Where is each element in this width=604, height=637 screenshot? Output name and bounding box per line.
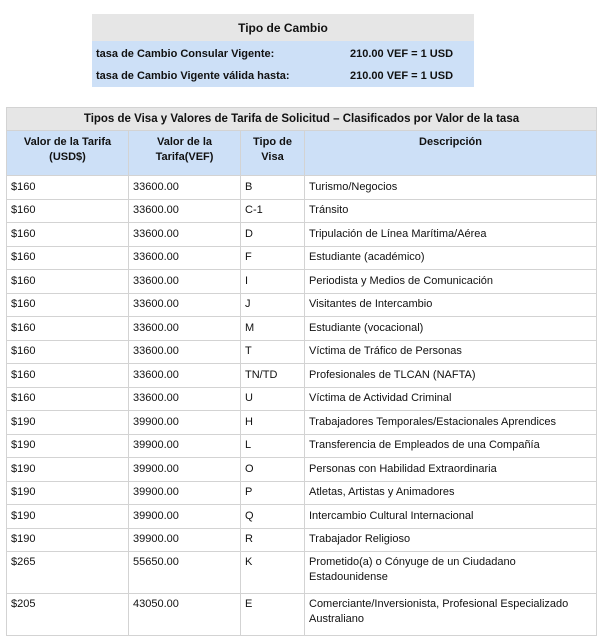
description-cell: Visitantes de Intercambio xyxy=(305,293,597,317)
fee-vef-cell: 39900.00 xyxy=(129,411,241,435)
visa-fees-table xyxy=(6,107,597,636)
visa-fees-header xyxy=(7,131,597,176)
column-header-description: Descripción xyxy=(305,131,597,176)
visa-type-cell: M xyxy=(241,317,305,341)
description-cell: Transferencia de Empleados de una Compañía xyxy=(305,434,597,458)
description-cell: Comerciante/Inversionista, Profesional Especializado Australiano xyxy=(305,594,597,636)
table-row xyxy=(7,176,597,200)
column-header-vef: Valor de la Tarifa(VEF) xyxy=(129,131,241,176)
table-row xyxy=(7,387,597,411)
exchange-rate-table xyxy=(92,14,474,87)
visa-type-cell: Q xyxy=(241,505,305,529)
fee-vef-cell: 39900.00 xyxy=(129,481,241,505)
exchange-rate-row xyxy=(92,65,474,87)
fee-vef-cell: 39900.00 xyxy=(129,458,241,482)
visa-type-cell: K xyxy=(241,552,305,594)
fee-usd-cell: $160 xyxy=(7,364,129,388)
fee-vef-cell: 33600.00 xyxy=(129,364,241,388)
column-header-usd: Valor de la Tarifa (USD$) xyxy=(7,131,129,176)
visa-type-cell: TN/TD xyxy=(241,364,305,388)
description-cell: Prometido(a) o Cónyuge de un Ciudadano Estadounidense xyxy=(305,552,597,594)
visa-type-cell: T xyxy=(241,340,305,364)
fee-usd-cell: $160 xyxy=(7,176,129,200)
fee-usd-cell: $265 xyxy=(7,552,129,594)
description-cell: Intercambio Cultural Internacional xyxy=(305,505,597,529)
table-row xyxy=(7,481,597,505)
table-row xyxy=(7,246,597,270)
fee-usd-cell: $190 xyxy=(7,528,129,552)
exchange-rate-row xyxy=(92,41,474,65)
fee-vef-cell: 33600.00 xyxy=(129,199,241,223)
table-row xyxy=(7,528,597,552)
visa-type-cell: B xyxy=(241,176,305,200)
fee-usd-cell: $160 xyxy=(7,293,129,317)
fee-usd-cell: $160 xyxy=(7,246,129,270)
fee-usd-cell: $160 xyxy=(7,199,129,223)
visa-fees-title: Tipos de Visa y Valores de Tarifa de Solicitud – Clasificados por Valor de la tasa xyxy=(7,108,597,131)
fee-usd-cell: $190 xyxy=(7,411,129,435)
description-cell: Estudiante (académico) xyxy=(305,246,597,270)
description-cell: Tránsito xyxy=(305,199,597,223)
fee-usd-cell: $160 xyxy=(7,340,129,364)
description-cell: Periodista y Medios de Comunicación xyxy=(305,270,597,294)
fee-usd-cell: $190 xyxy=(7,505,129,529)
description-cell: Estudiante (vocacional) xyxy=(305,317,597,341)
table-row xyxy=(7,293,597,317)
description-cell: Trabajador Religioso xyxy=(305,528,597,552)
fee-vef-cell: 43050.00 xyxy=(129,594,241,636)
description-cell: Tripulación de Línea Marítima/Aérea xyxy=(305,223,597,247)
fee-vef-cell: 33600.00 xyxy=(129,246,241,270)
table-row xyxy=(7,594,597,636)
visa-type-cell: L xyxy=(241,434,305,458)
visa-type-cell: U xyxy=(241,387,305,411)
fee-vef-cell: 33600.00 xyxy=(129,317,241,341)
fee-usd-cell: $160 xyxy=(7,317,129,341)
table-row xyxy=(7,270,597,294)
exchange-rate-value: 210.00 VEF = 1 USD xyxy=(346,65,474,87)
fee-vef-cell: 33600.00 xyxy=(129,387,241,411)
table-row xyxy=(7,223,597,247)
fee-vef-cell: 55650.00 xyxy=(129,552,241,594)
description-cell: Profesionales de TLCAN (NAFTA) xyxy=(305,364,597,388)
fee-usd-cell: $160 xyxy=(7,270,129,294)
visa-type-cell: H xyxy=(241,411,305,435)
exchange-rate-title: Tipo de Cambio xyxy=(92,14,474,41)
exchange-rate-value: 210.00 VEF = 1 USD xyxy=(346,41,474,65)
description-cell: Víctima de Actividad Criminal xyxy=(305,387,597,411)
description-cell: Turismo/Negocios xyxy=(305,176,597,200)
table-row xyxy=(7,552,597,594)
fee-vef-cell: 33600.00 xyxy=(129,270,241,294)
exchange-rate-label: tasa de Cambio Consular Vigente: xyxy=(92,41,346,65)
table-row xyxy=(7,458,597,482)
table-row xyxy=(7,505,597,529)
fee-usd-cell: $190 xyxy=(7,481,129,505)
fee-usd-cell: $190 xyxy=(7,458,129,482)
description-cell: Atletas, Artistas y Animadores xyxy=(305,481,597,505)
table-row xyxy=(7,317,597,341)
description-cell: Personas con Habilidad Extraordinaria xyxy=(305,458,597,482)
table-row xyxy=(7,199,597,223)
description-cell: Trabajadores Temporales/Estacionales Aprendices xyxy=(305,411,597,435)
description-cell: Víctima de Tráfico de Personas xyxy=(305,340,597,364)
fee-usd-cell: $190 xyxy=(7,434,129,458)
fee-vef-cell: 39900.00 xyxy=(129,528,241,552)
table-row xyxy=(7,340,597,364)
fee-usd-cell: $205 xyxy=(7,594,129,636)
exchange-rate-label: tasa de Cambio Vigente válida hasta: xyxy=(92,65,346,87)
fee-vef-cell: 33600.00 xyxy=(129,293,241,317)
visa-type-cell: O xyxy=(241,458,305,482)
visa-type-cell: I xyxy=(241,270,305,294)
visa-type-cell: E xyxy=(241,594,305,636)
fee-vef-cell: 33600.00 xyxy=(129,223,241,247)
fee-vef-cell: 39900.00 xyxy=(129,505,241,529)
visa-type-cell: R xyxy=(241,528,305,552)
visa-type-cell: C-1 xyxy=(241,199,305,223)
visa-type-cell: D xyxy=(241,223,305,247)
fee-vef-cell: 33600.00 xyxy=(129,340,241,364)
fee-usd-cell: $160 xyxy=(7,387,129,411)
table-row xyxy=(7,364,597,388)
fee-vef-cell: 39900.00 xyxy=(129,434,241,458)
table-row xyxy=(7,434,597,458)
visa-type-cell: P xyxy=(241,481,305,505)
visa-fees-body xyxy=(7,176,597,636)
visa-type-cell: J xyxy=(241,293,305,317)
visa-type-cell: F xyxy=(241,246,305,270)
fee-usd-cell: $160 xyxy=(7,223,129,247)
fee-vef-cell: 33600.00 xyxy=(129,176,241,200)
column-header-visa-type: Tipo de Visa xyxy=(241,131,305,176)
table-row xyxy=(7,411,597,435)
